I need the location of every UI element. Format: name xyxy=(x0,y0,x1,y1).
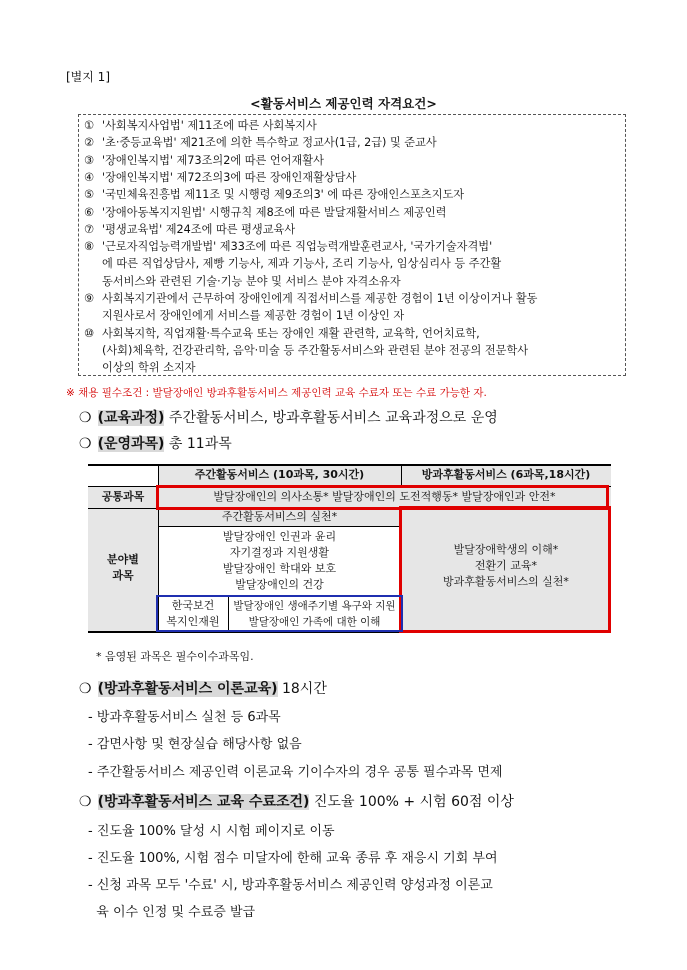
after-subject: 전환기 교육* xyxy=(474,559,538,572)
theory-item: - 감면사항 및 현장실습 해당사항 없음 xyxy=(88,737,302,752)
qualification-item xyxy=(102,307,404,324)
day-subject: 발달장애인 인권과 윤리 xyxy=(222,530,337,543)
qualification-number: ④ xyxy=(84,170,95,184)
institute-name: 한국보건 xyxy=(171,599,215,612)
table-line xyxy=(401,464,402,486)
heading-theory-label: (방과후활동서비스 이론교육) xyxy=(97,681,278,697)
day-subject: 발달장애인 학대와 보호 xyxy=(222,562,337,575)
qualification-number: ⑨ xyxy=(84,292,95,305)
qualification-item xyxy=(102,359,196,376)
row-common-header: 공통과목 xyxy=(88,486,158,508)
theory-item: - 방과후활동서비스 실천 등 6과목 xyxy=(88,710,281,725)
heading-completion xyxy=(79,791,514,811)
heading-theory-text: 18시간 xyxy=(277,681,327,697)
qualification-text: '초·중등교육법' 제21조에 의한 특수학교 정교사(1급, 2급) 및 준교사 xyxy=(102,136,437,150)
qualification-item xyxy=(84,186,464,203)
qualification-text: '국민체육진흥법 제11조 및 시행령 제9조의3' 에 따른 장애인스포츠지도자 xyxy=(102,188,465,202)
circle-bullet-icon: ❍ xyxy=(79,436,92,452)
qualification-text: '근로자직업능력개발법' 제33조에 따른 직업능력개발훈련교사, '국가기술자격법' xyxy=(102,240,493,254)
qualification-text: 동서비스와 관련된 기술·기능 분야 및 서비스 분야 자격소유자 xyxy=(102,274,401,288)
qualification-text: (사회)체육학, 건강관리학, 음악·미술 등 주간활동서비스와 관련된 분야 전공의 전문학사 xyxy=(102,343,529,357)
theory-item: - 주간활동서비스 제공인력 이론교육 기이수자의 경우 공통 필수과목 면제 xyxy=(88,765,503,780)
qualification-text: 사회복지기관에서 근무하여 장애인에게 직접서비스를 제공한 경험이 1년 이상이거나 활동 xyxy=(102,292,538,305)
heading-completion-label: (방과후활동서비스 교육 수료조건) xyxy=(97,794,310,810)
qualification-item xyxy=(84,117,317,134)
qualification-text: '장애인복지법' 제72조의3에 따른 장애인재활상담사 xyxy=(102,170,357,184)
circle-bullet-icon: ❍ xyxy=(79,794,92,810)
table-border xyxy=(88,464,611,466)
qualification-text: 에 따른 직업상담사, 제빵 기능사, 제과 기능사, 조리 기능사, 임상심리사 등 주간활 xyxy=(102,257,502,271)
after-subject: 발달장애학생의 이해* xyxy=(453,543,559,556)
after-subject: 방과후활동서비스의 실천* xyxy=(443,575,569,588)
required-condition-note: ※ 채용 필수조건 : 발달장애인 방과후활동서비스 제공인력 교육 수료자 또는 수료 가능한 자. xyxy=(66,387,487,399)
table-line xyxy=(158,526,401,527)
qualification-item xyxy=(84,134,437,151)
heading-theory xyxy=(79,678,327,698)
institute-highlight-box xyxy=(156,595,403,632)
qualification-number: ⑧ xyxy=(84,240,95,254)
qualification-text: '평생교육법' 제24조에 따른 평생교육사 xyxy=(102,222,296,236)
day-practice-subject: 주간활동서비스의 실천* xyxy=(158,508,401,526)
qualification-item xyxy=(84,290,537,307)
circle-bullet-icon: ❍ xyxy=(79,681,92,697)
row-field-label: 분야별 xyxy=(107,553,139,566)
qualification-item xyxy=(84,169,356,186)
col-after-header: 방과후활동서비스 (6과목,18시간) xyxy=(401,464,611,486)
institute-subject: 발달장애인 가족에 대한 이해 xyxy=(248,616,381,628)
institute-name: 복지인재원 xyxy=(166,615,220,628)
qualification-item xyxy=(84,238,492,255)
col-day-header: 주간활동서비스 (10과목, 30시간) xyxy=(158,464,401,486)
heading-course xyxy=(79,407,498,427)
subjects-table xyxy=(88,464,611,632)
after-highlight-box xyxy=(399,506,611,633)
circle-bullet-icon: ❍ xyxy=(79,410,92,426)
qualification-number: ① xyxy=(84,119,95,132)
qualification-text: 사회복지학, 직업재활·특수교육 또는 장애인 재활 관련학, 교육학, 언어치료학, xyxy=(102,326,480,340)
completion-item: 육 이수 인정 및 수료증 발급 xyxy=(88,905,256,920)
qualification-text: 지원사로서 장애인에게 서비스를 제공한 경험이 1년 이상인 자 xyxy=(102,309,405,323)
common-subjects: 발달장애인의 의사소통* 발달장애인의 도전적행동* 발달장애인과 안전* xyxy=(158,486,611,508)
completion-item: - 진도율 100% 달성 시 시험 페이지로 이동 xyxy=(88,824,335,839)
qualification-item xyxy=(102,255,501,272)
completion-item: - 진도율 100%, 시험 점수 미달자에 한해 교육 종류 후 재응시 기회 부여 xyxy=(88,851,498,866)
heading-subjects-text: 총 11과목 xyxy=(164,436,232,452)
day-subjects xyxy=(158,526,401,596)
qualification-item xyxy=(84,325,480,342)
heading-subjects xyxy=(79,433,232,453)
qualification-item xyxy=(102,273,401,290)
qualification-text: '장애인복지법' 제73조의2에 따른 언어재활사 xyxy=(102,153,324,167)
qualification-item xyxy=(84,204,446,221)
qualification-text: 이상의 학위 소지자 xyxy=(102,361,196,375)
qualification-number: ⑦ xyxy=(84,222,95,236)
completion-item: - 신청 과목 모두 '수료' 시, 방과후활동서비스 제공인력 양성과정 이론교 xyxy=(88,878,493,893)
heading-completion-text: 진도율 100% + 시험 60점 이상 xyxy=(309,794,514,810)
heading-subjects-label: (운영과목) xyxy=(97,436,165,452)
table-footnote: * 음영된 과목은 필수이수과목임. xyxy=(96,650,254,663)
page-title: <활동서비스 제공인력 자격요건> xyxy=(250,96,437,111)
row-field-header xyxy=(88,508,158,632)
qualification-text: '장애아동복지지원법' 시행규칙 제8조에 따른 발달재활서비스 제공인력 xyxy=(102,205,447,219)
qualification-number: ③ xyxy=(84,153,95,167)
day-subject: 자기결정과 지원생활 xyxy=(229,546,330,559)
qualification-number: ② xyxy=(84,136,95,150)
qualification-number: ⑤ xyxy=(84,188,95,202)
heading-course-label: (교육과정) xyxy=(97,410,165,426)
qualification-text: '사회복지사업법' 제11조에 따른 사회복지사 xyxy=(102,119,317,132)
day-subject: 발달장애인의 건강 xyxy=(235,578,324,591)
institute-subject: 발달장애인 생애주기별 욕구와 지원 xyxy=(233,600,396,612)
qualification-item xyxy=(84,221,295,238)
annex-label: [별지 1] xyxy=(66,70,110,84)
qualification-number: ⑥ xyxy=(84,205,95,219)
row-field-label-2: 과목 xyxy=(112,569,134,582)
qualification-item xyxy=(102,342,528,359)
qualification-item xyxy=(84,152,324,169)
heading-course-text: 주간활동서비스, 방과후활동서비스 교육과정으로 운영 xyxy=(164,410,498,426)
qualification-number: ⑩ xyxy=(84,326,95,340)
